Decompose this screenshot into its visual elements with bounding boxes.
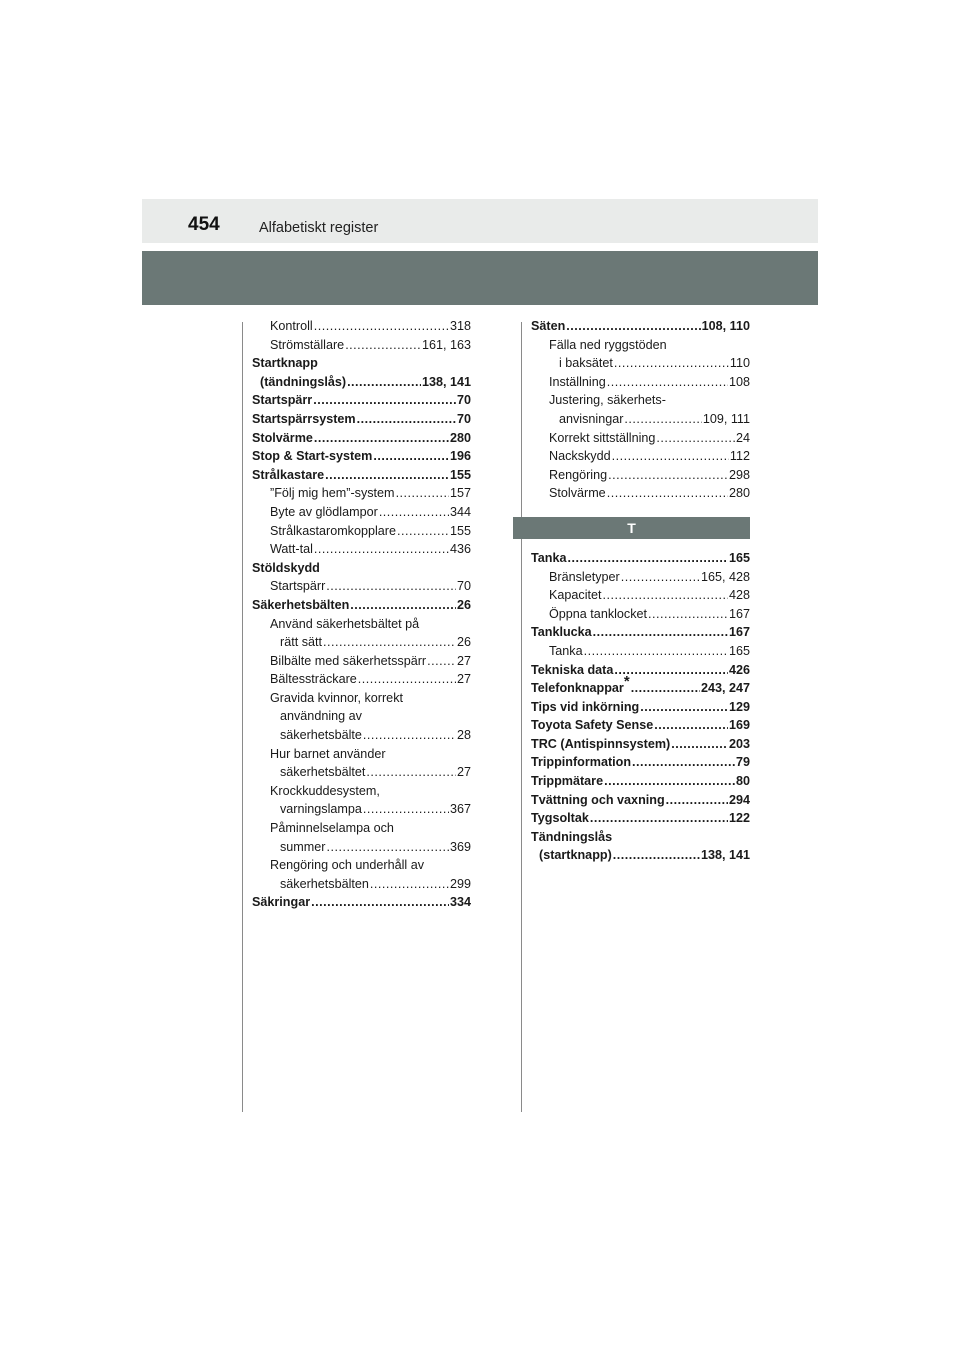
dot-leader	[613, 846, 700, 865]
index-entry	[252, 596, 471, 615]
index-entry	[531, 586, 750, 605]
index-entry-pages: 155	[449, 467, 471, 482]
dot-leader	[632, 753, 735, 772]
index-entry-pages: 109, 111	[702, 411, 750, 426]
dot-leader	[379, 503, 449, 522]
index-entry-pages: 161, 163	[421, 337, 471, 352]
index-entry-label: Tvättning och vaxning	[531, 792, 665, 807]
index-entry-label: Tändningslås	[531, 829, 613, 844]
index-entry-pages: 280	[728, 486, 750, 501]
index-entry	[531, 846, 750, 865]
index-entry	[531, 661, 750, 680]
index-entry-pages: 79	[735, 755, 750, 770]
index-entry-label: Säkerhetsbälten	[252, 597, 350, 612]
index-entry	[252, 447, 471, 466]
index-entry	[252, 317, 471, 336]
index-entry	[252, 707, 471, 726]
index-entry-label: i baksätet	[559, 356, 613, 371]
dot-leader	[654, 716, 728, 735]
index-entry-label: Kontroll	[270, 319, 313, 333]
index-entry-label: Rengöring	[549, 467, 608, 482]
index-entry-pages: 24	[735, 430, 750, 445]
index-entry	[252, 633, 471, 652]
index-entry-label: Fälla ned ryggstöden	[549, 337, 667, 352]
index-entry-pages: 196	[449, 449, 471, 464]
index-entry-pages: 70	[456, 411, 471, 426]
index-entry-pages: 70	[456, 579, 471, 594]
index-entry-label: Telefonknappar*	[531, 672, 630, 696]
dot-leader	[593, 623, 728, 642]
index-entry	[252, 763, 471, 782]
index-entry-pages: 108	[728, 374, 750, 389]
index-entry-label: varningslampa	[280, 802, 362, 817]
dot-leader	[427, 652, 456, 671]
index-entry	[531, 809, 750, 828]
index-entry-pages: 26	[456, 597, 471, 612]
index-entry-label: Korrekt sittställning	[549, 430, 656, 445]
index-entry-pages: 165	[728, 643, 750, 658]
dot-leader	[326, 577, 456, 596]
index-entry-label: Trippmätare	[531, 774, 604, 789]
index-entry-pages: 169	[728, 718, 750, 733]
index-entry-label: anvisningar	[559, 411, 624, 426]
index-entry-pages: 157	[449, 486, 471, 501]
header-dark-bar	[142, 251, 818, 305]
index-entry	[252, 503, 471, 522]
index-entry	[531, 354, 750, 373]
dot-leader	[366, 763, 456, 782]
index-entry	[531, 373, 750, 392]
index-entry-label: Kapacitet	[549, 588, 602, 603]
index-entry-pages: 28	[456, 728, 471, 743]
index-entry	[252, 745, 471, 764]
index-entry-label: Tips vid inkörning	[531, 699, 640, 714]
index-entry-label: Strömställare	[270, 337, 345, 352]
letter-heading: T	[513, 517, 750, 539]
dot-leader	[631, 679, 700, 698]
dot-leader	[347, 373, 421, 392]
dot-leader	[373, 447, 449, 466]
index-entry	[252, 522, 471, 541]
index-entry-label: Bältessträckare	[270, 672, 357, 687]
index-entry-label: Tanklucka	[531, 625, 592, 640]
dot-leader	[566, 317, 700, 336]
index-entry	[252, 875, 471, 894]
index-entry-label: (tändningslås)	[260, 374, 347, 389]
index-entry-label: Strålkastaromkopplare	[270, 523, 396, 538]
index-entry-label: Säkringar	[252, 895, 311, 910]
index-entry-pages: 167	[728, 625, 750, 640]
index-entry-pages: 112	[729, 449, 750, 464]
index-entry	[531, 605, 750, 624]
index-entry	[252, 391, 471, 410]
index-entry	[531, 623, 750, 642]
index-entry	[531, 484, 750, 503]
index-entry-pages: 27	[456, 672, 471, 687]
dot-leader	[326, 838, 449, 857]
index-entry	[252, 410, 471, 429]
dot-leader	[590, 809, 728, 828]
left-column-rule	[242, 322, 243, 1112]
dot-leader	[311, 893, 449, 912]
dot-leader	[607, 373, 728, 392]
index-entry-label: Startknapp	[252, 356, 318, 371]
index-entry-label: Stop & Start-system	[252, 449, 373, 464]
index-entry-pages: 108, 110	[701, 319, 750, 333]
index-entry-label: säkerhetsbältet	[280, 765, 366, 780]
index-entry-pages: 27	[456, 765, 471, 780]
index-entry	[531, 828, 750, 847]
dot-leader	[607, 484, 728, 503]
index-entry-pages: 26	[456, 635, 471, 650]
index-entry	[252, 782, 471, 801]
index-entry-label: Nackskydd	[549, 449, 611, 464]
index-entry	[531, 549, 750, 568]
index-entry-label: Tekniska data	[531, 662, 614, 677]
index-entry	[531, 317, 750, 336]
index-entry-label: Stolvärme	[252, 430, 313, 445]
footnote-star: *	[623, 672, 630, 690]
dot-leader	[656, 429, 735, 448]
index-entry-label: Startspärr	[270, 579, 326, 594]
dot-leader	[358, 670, 456, 689]
dot-leader	[666, 791, 728, 810]
dot-leader	[604, 772, 735, 791]
index-entry-pages: 426	[728, 662, 750, 677]
index-entry-label: Påminnelselampa och	[270, 821, 394, 836]
index-entry-pages: 243, 247	[700, 681, 750, 696]
index-entry-pages: 165, 428	[700, 569, 750, 584]
index-entry-pages: 428	[728, 588, 750, 603]
index-entry-label: Startspärrsystem	[252, 411, 356, 426]
index-entry	[252, 429, 471, 448]
index-entry	[531, 410, 750, 429]
index-entry-label: Tanka	[531, 550, 567, 565]
dot-leader	[313, 391, 456, 410]
dot-leader	[323, 633, 456, 652]
index-entry	[252, 373, 471, 392]
section-title: Alfabetiskt register	[259, 220, 379, 236]
index-entry-pages: 203	[728, 736, 750, 751]
index-entry	[531, 466, 750, 485]
index-entry	[252, 354, 471, 373]
dot-leader	[357, 410, 456, 429]
header-band	[142, 199, 818, 243]
index-entry-label: Bränsletyper	[549, 569, 620, 584]
index-entry-label: Watt-tal	[270, 542, 313, 557]
index-entry-label: säkerhetsbälte	[280, 728, 362, 743]
index-entry-label: Inställning	[549, 374, 606, 389]
index-entry	[252, 466, 471, 485]
dot-leader	[614, 661, 728, 680]
index-entry-label: Startspärr	[252, 393, 313, 408]
index-column-right	[531, 317, 750, 865]
dot-leader	[314, 317, 449, 336]
index-entry	[531, 753, 750, 772]
index-entry	[252, 540, 471, 559]
dot-leader	[621, 568, 700, 587]
index-entry-label: Hur barnet använder	[270, 746, 386, 761]
index-entry-label: Öppna tanklocket	[549, 606, 648, 621]
dot-leader	[603, 586, 728, 605]
index-entry-pages: 436	[449, 542, 471, 557]
right-column-rule	[521, 322, 522, 1112]
index-entry-label: (startknapp)	[539, 848, 612, 863]
index-entry-label: Säten	[531, 319, 566, 333]
index-entry-pages: 294	[728, 792, 750, 807]
index-entry-label: Toyota Safety Sense	[531, 718, 654, 733]
index-column-left	[252, 317, 471, 912]
dot-leader	[624, 410, 701, 429]
index-entry-label: säkerhetsbälten	[280, 876, 369, 891]
index-entry-pages: 299	[449, 876, 471, 891]
index-entry-label: Gravida kvinnor, korrekt	[270, 690, 403, 705]
index-entry	[531, 672, 750, 698]
dot-leader	[671, 735, 728, 754]
index-entry-label: Stolvärme	[549, 486, 606, 501]
index-entry	[531, 791, 750, 810]
index-entry	[531, 447, 750, 466]
dot-leader	[396, 484, 449, 503]
index-entry	[252, 484, 471, 503]
index-entry-pages: 155	[449, 523, 471, 538]
dot-leader	[314, 540, 449, 559]
dot-leader	[370, 875, 449, 894]
index-entry	[252, 615, 471, 634]
index-entry	[252, 670, 471, 689]
index-entry-pages: 138, 141	[421, 374, 471, 389]
dot-leader	[363, 800, 449, 819]
index-entry-pages: 367	[449, 802, 471, 817]
index-entry-pages: 138, 141	[700, 848, 750, 863]
index-entry-pages: 122	[728, 811, 750, 826]
index-entry-pages: 298	[728, 467, 750, 482]
index-entry-pages: 167	[728, 606, 750, 621]
index-entry-label: ”Följ mig hem”-system	[270, 486, 395, 501]
index-entry-pages: 110	[729, 356, 750, 371]
dot-leader	[608, 466, 728, 485]
index-entry	[252, 819, 471, 838]
index-entry-pages: 334	[449, 895, 471, 910]
index-entry	[531, 698, 750, 717]
index-entry	[531, 429, 750, 448]
index-entry-pages: 344	[449, 504, 471, 519]
index-entry-label: Tanka	[549, 643, 583, 658]
index-entry-pages: 70	[456, 393, 471, 408]
index-entry-label: Trippinformation	[531, 755, 632, 770]
index-entry-label: Byte av glödlampor	[270, 504, 378, 519]
dot-leader	[350, 596, 456, 615]
index-entry-label: Krockkuddesystem,	[270, 783, 380, 798]
index-entry-label: summer	[280, 839, 326, 854]
index-entry-label: Rengöring och underhåll av	[270, 858, 425, 873]
index-entry	[531, 568, 750, 587]
dot-leader	[567, 549, 728, 568]
index-entry-label: TRC (Antispinnsystem)	[531, 736, 671, 751]
index-entry-label: Strålkastare	[252, 467, 325, 482]
index-entry	[252, 559, 471, 578]
index-entry	[252, 893, 471, 912]
dot-leader	[612, 447, 729, 466]
index-entry	[252, 856, 471, 875]
page-number: 454	[188, 214, 220, 235]
index-entry-label: Stöldskydd	[252, 560, 320, 575]
index-entry-pages: 27	[456, 653, 471, 668]
dot-leader	[314, 429, 449, 448]
index-entry-pages: 165	[728, 550, 750, 565]
index-entry	[252, 689, 471, 708]
index-entry-pages: 318	[449, 319, 471, 333]
dot-leader	[363, 726, 456, 745]
dot-leader	[614, 354, 729, 373]
index-entry-label: Justering, säkerhets-	[549, 393, 666, 408]
index-entry-label: Bilbälte med säkerhetsspärr	[270, 653, 427, 668]
index-entry-label: Tygsoltak	[531, 811, 589, 826]
dot-leader	[640, 698, 728, 717]
index-entry-label: Använd säkerhetsbältet på	[270, 616, 420, 631]
index-entry	[531, 735, 750, 754]
index-entry-pages: 129	[728, 699, 750, 714]
dot-leader	[397, 522, 449, 541]
index-entry-label: rätt sätt	[280, 635, 322, 650]
index-entry	[531, 642, 750, 661]
index-entry-label: användning av	[280, 709, 362, 724]
index-entry-pages: 280	[449, 430, 471, 445]
index-entry-pages: 369	[449, 839, 471, 854]
index-entry	[531, 336, 750, 355]
index-entry	[252, 726, 471, 745]
index-entry	[252, 838, 471, 857]
index-entry	[531, 772, 750, 791]
index-entry-pages: 80	[735, 774, 750, 789]
index-entry	[252, 336, 471, 355]
index-entry	[252, 652, 471, 671]
index-entry	[252, 800, 471, 819]
index-entry	[531, 716, 750, 735]
dot-leader	[345, 336, 421, 355]
index-entry	[252, 577, 471, 596]
dot-leader	[648, 605, 728, 624]
dot-leader	[325, 466, 449, 485]
dot-leader	[584, 642, 728, 661]
index-entry	[531, 391, 750, 410]
